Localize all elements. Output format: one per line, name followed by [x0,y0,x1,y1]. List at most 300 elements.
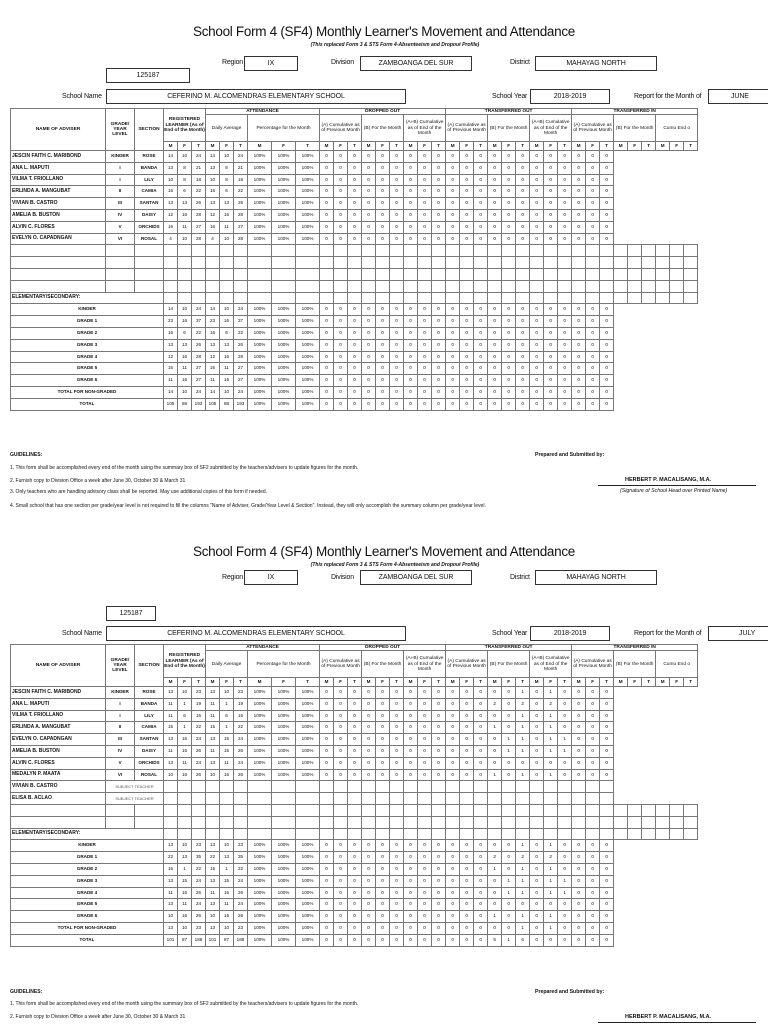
percentage-cell: 100% [248,186,272,198]
value-cell: 0 [320,922,334,934]
percentage-cell: 100% [272,746,296,758]
value-cell: 0 [600,840,614,852]
value-cell: 0 [460,233,474,245]
empty-cell [586,269,600,281]
empty-cell [600,793,614,805]
empty-cell [488,292,502,304]
value-cell: 0 [390,734,404,746]
value-cell: 0 [600,722,614,734]
percentage-cell: 100% [272,698,296,710]
signatory-name: HERBERT P. MACALISANG, M.A. [625,1014,712,1020]
value-cell: 10 [178,840,192,852]
value-cell: 0 [376,363,390,375]
section-name: DAISY [135,746,164,758]
percentage-cell: 100% [248,746,272,758]
empty-cell [600,805,614,817]
empty-cell [418,245,432,257]
empty-cell [234,781,248,793]
value-cell: 87 [178,934,192,946]
sex-header-f: F [544,142,558,151]
value-cell: 16 [178,911,192,923]
cumulative-end-header: Cumu End o [656,115,698,142]
value-cell: 0 [488,746,502,758]
value-cell: 10 [178,233,192,245]
summary-row [11,304,698,316]
summary-row [11,316,698,328]
value-cell: 0 [376,757,390,769]
percentage-cell: 100% [296,875,320,887]
value-cell: 0 [460,922,474,934]
value-cell: 0 [348,899,362,911]
empty-cell [586,793,600,805]
value-cell: 0 [390,840,404,852]
value-cell: 0 [502,375,516,387]
value-cell: 0 [460,162,474,174]
school-id-field[interactable]: 125187 [106,606,156,621]
value-cell: 1 [502,746,516,758]
empty-cell [248,793,272,805]
value-cell: 0 [502,316,516,328]
empty-cell [296,257,320,269]
value-cell: 0 [502,233,516,245]
grade-level: III [106,734,135,746]
cumulative-previous-header: (A) Cumulative as of Previous Month [572,115,614,142]
value-cell: 0 [348,922,362,934]
percentage-cell: 100% [248,210,272,222]
section-name: DAISY [135,210,164,222]
empty-cell [192,245,206,257]
value-cell: 0 [390,934,404,946]
value-cell: 6 [516,934,530,946]
value-cell: 0 [320,899,334,911]
empty-cell [628,280,642,292]
percentage-cell: 100% [248,233,272,245]
school-year-field[interactable]: 2018-2019 [530,89,610,104]
value-cell: 15 [220,875,234,887]
division-field[interactable]: ZAMBOANGA DEL SUR [360,570,472,585]
empty-cell [106,257,135,269]
value-cell: 1 [488,911,502,923]
value-cell: 0 [502,304,516,316]
district-field[interactable]: MAHAYAG NORTH [535,56,657,71]
value-cell: 0 [502,840,516,852]
value-cell: 0 [432,186,446,198]
empty-cell [516,805,530,817]
school-name-field[interactable]: CEFERINO M. ALCOMENDRAS ELEMENTARY SCHOOL [106,626,406,641]
value-cell: 0 [474,746,488,758]
value-cell: 0 [586,875,600,887]
sex-header-m: M [446,142,460,151]
value-cell: 0 [376,852,390,864]
percentage-cell: 100% [248,162,272,174]
empty-cell [502,781,516,793]
empty-cell [234,280,248,292]
empty-cell [248,269,272,281]
empty-cell [544,257,558,269]
value-cell: 1 [516,887,530,899]
empty-cell [348,828,362,840]
value-cell: 0 [558,757,572,769]
empty-cell [296,805,320,817]
district-field[interactable]: MAHAYAG NORTH [535,570,657,585]
value-cell: 0 [474,687,488,699]
empty-cell [628,269,642,281]
sex-header-t: T [234,142,248,151]
value-cell: 0 [516,363,530,375]
sex-header-t: T [684,142,698,151]
empty-cell [684,245,698,257]
empty-cell [220,793,234,805]
value-cell: 11 [220,363,234,375]
value-cell: 0 [502,339,516,351]
value-cell: 0 [558,722,572,734]
value-cell: 0 [516,375,530,387]
sex-header-t: T [474,678,488,687]
value-cell: 22 [234,186,248,198]
empty-cell [206,245,220,257]
transferred-in-header: TRANSFERRED IN [572,109,698,115]
value-cell: 0 [446,363,460,375]
empty-cell [432,280,446,292]
value-cell: 13 [220,852,234,864]
value-cell: 105 [206,398,220,410]
value-cell: 0 [376,386,390,398]
grade-summary-label: GRADE 3 [11,875,164,887]
percentage-cell: 100% [248,398,272,410]
value-cell: 0 [390,710,404,722]
value-cell: 11 [164,710,178,722]
value-cell: 0 [600,710,614,722]
value-cell: 0 [334,875,348,887]
adviser-name: EVELYN O. CAPADNGAN [11,233,106,245]
transferred-out-header: TRANSFERRED OUT [446,109,572,115]
value-cell: 88 [178,398,192,410]
value-cell: 0 [544,899,558,911]
value-cell: 0 [558,386,572,398]
value-cell: 0 [404,151,418,163]
value-cell: 22 [234,722,248,734]
value-cell: 0 [502,722,516,734]
value-cell: 0 [348,363,362,375]
value-cell: 0 [334,233,348,245]
value-cell: 27 [234,363,248,375]
empty-cell [234,269,248,281]
value-cell: 0 [600,210,614,222]
value-cell: 1 [488,769,502,781]
form-title: School Form 4 (SF4) Monthly Learner's Movement and Attendance [193,544,575,559]
empty-cell [220,828,234,840]
report-month-label: Report for the Month of [634,93,702,100]
empty-cell [272,269,296,281]
empty-cell [362,828,376,840]
value-cell: 0 [390,722,404,734]
sex-header-f: F [178,678,192,687]
value-cell: 28 [192,210,206,222]
value-cell: 0 [334,757,348,769]
school-year-field[interactable]: 2018-2019 [530,626,610,641]
empty-cell [362,793,376,805]
value-cell: 0 [586,233,600,245]
value-cell: 0 [334,386,348,398]
percentage-cell: 100% [296,151,320,163]
grade-summary-label: TOTAL [11,398,164,410]
value-cell: 0 [320,840,334,852]
percentage-cell: 100% [296,710,320,722]
value-cell: 0 [530,734,544,746]
value-cell: 193 [192,398,206,410]
value-cell: 0 [586,734,600,746]
value-cell: 0 [460,186,474,198]
summary-row [11,398,698,410]
empty-cell [164,257,178,269]
value-cell: 0 [544,757,558,769]
value-cell: 0 [586,186,600,198]
value-cell: 0 [418,316,432,328]
value-cell: 23 [192,840,206,852]
value-cell: 0 [418,934,432,946]
value-cell: 0 [376,863,390,875]
value-cell: 0 [376,911,390,923]
empty-cell [432,828,446,840]
empty-cell [320,793,334,805]
value-cell: 0 [334,221,348,233]
value-cell: 0 [362,304,376,316]
value-cell: 15 [220,734,234,746]
value-cell: 0 [488,899,502,911]
value-cell: 0 [446,887,460,899]
value-cell: 0 [474,398,488,410]
value-cell: 0 [474,934,488,946]
value-cell: 0 [418,339,432,351]
empty-cell [656,269,670,281]
value-cell: 0 [586,198,600,210]
value-cell: 0 [418,375,432,387]
value-cell: 88 [220,398,234,410]
value-cell: 0 [404,734,418,746]
empty-cell [488,793,502,805]
cumulative-end-header: Cumu End o [656,651,698,678]
value-cell: 0 [544,363,558,375]
grade-summary-label: GRADE 5 [11,899,164,911]
sex-header-f: F [418,142,432,151]
empty-cell [600,292,614,304]
empty-cell [544,292,558,304]
registered-header: REGISTERED LEARNER (As of End of the Month) [164,109,206,142]
value-cell: 0 [460,210,474,222]
region-field[interactable]: IX [244,56,298,71]
value-cell: 0 [320,162,334,174]
daily-average-header: Daily Average [206,651,248,678]
division-label: Division [331,59,354,66]
value-cell: 0 [418,210,432,222]
empty-cell [516,292,530,304]
value-cell: 0 [516,210,530,222]
value-cell: 0 [334,186,348,198]
adviser-header: NAME OF ADVISER [11,645,106,687]
value-cell: 0 [558,339,572,351]
percentage-cell: 100% [248,687,272,699]
region-field[interactable]: IX [244,570,298,585]
value-cell: 0 [432,852,446,864]
value-cell: 0 [432,233,446,245]
percentage-cell: 100% [272,863,296,875]
guidelines-heading: GUIDELINES: [10,452,43,458]
value-cell: 0 [432,911,446,923]
empty-cell [502,245,516,257]
percentage-cell: 100% [296,863,320,875]
value-cell: 0 [446,351,460,363]
value-cell: 0 [376,198,390,210]
adviser-row [11,769,698,781]
school-year-label: School Year [492,630,528,637]
value-cell: 0 [404,339,418,351]
value-cell: 0 [404,186,418,198]
empty-cell [628,245,642,257]
value-cell: 13 [206,840,220,852]
signatory-name: HERBERT P. MACALISANG, M.A. [625,477,712,483]
value-cell: 0 [572,375,586,387]
value-cell: 0 [334,375,348,387]
empty-cell [404,280,418,292]
empty-cell [614,280,628,292]
value-cell: 0 [390,304,404,316]
percentage-cell: 100% [248,698,272,710]
sex-header-t: T [296,678,320,687]
empty-cell [206,793,220,805]
value-cell: 0 [474,339,488,351]
value-cell: 0 [334,174,348,186]
value-cell: 0 [334,304,348,316]
value-cell: 1 [544,911,558,923]
value-cell: 0 [558,710,572,722]
empty-cell [418,828,432,840]
empty-cell [248,816,272,828]
blank-row [11,280,698,292]
school-name-field[interactable]: CEFERINO M. ALCOMENDRAS ELEMENTARY SCHOOL [106,89,406,104]
value-cell: 0 [418,922,432,934]
percentage-cell: 100% [272,757,296,769]
empty-cell [544,269,558,281]
value-cell: 16 [164,221,178,233]
value-cell: 0 [488,304,502,316]
value-cell: 2 [516,698,530,710]
empty-cell [460,828,474,840]
value-cell: 0 [586,316,600,328]
value-cell: 35 [234,852,248,864]
cumulative-previous-header: (A) Cumulative as of Previous Month [320,651,362,678]
value-cell: 0 [488,339,502,351]
value-cell: 0 [530,922,544,934]
value-cell: 0 [600,852,614,864]
value-cell: 21 [192,162,206,174]
grade-header: GRADE/ YEAR LEVEL [106,645,135,687]
value-cell: 11 [178,363,192,375]
value-cell: 0 [446,162,460,174]
empty-cell [656,292,670,304]
empty-cell [404,292,418,304]
section-name: ROSE [135,687,164,699]
adviser-row [11,793,698,805]
value-cell: 0 [446,757,460,769]
sex-header-m: M [248,142,272,151]
empty-cell [530,828,544,840]
value-cell: 0 [488,734,502,746]
empty-cell [334,280,348,292]
empty-cell [164,245,178,257]
empty-cell [572,816,586,828]
value-cell: 0 [558,911,572,923]
value-cell: 0 [600,221,614,233]
value-cell: 0 [418,722,432,734]
value-cell: 0 [600,363,614,375]
empty-cell [106,805,135,817]
value-cell: 0 [390,316,404,328]
value-cell: 0 [418,151,432,163]
value-cell: 0 [600,198,614,210]
percentage-cell: 100% [272,233,296,245]
value-cell: 0 [390,174,404,186]
value-cell: 0 [348,710,362,722]
value-cell: 13 [164,198,178,210]
value-cell: 11 [164,698,178,710]
percentage-cell: 100% [248,198,272,210]
percentage-cell: 100% [296,174,320,186]
report-month-field[interactable]: JUNE [708,89,768,104]
empty-cell [192,280,206,292]
value-cell: 0 [404,757,418,769]
percentage-cell: 100% [248,734,272,746]
value-cell: 15 [206,722,220,734]
empty-cell [544,828,558,840]
value-cell: 0 [432,769,446,781]
value-cell: 0 [460,710,474,722]
value-cell: 0 [516,327,530,339]
value-cell: 0 [572,351,586,363]
value-cell: 0 [600,911,614,923]
percentage-cell: 100% [272,151,296,163]
value-cell: 0 [502,911,516,923]
value-cell: 0 [418,221,432,233]
division-field[interactable]: ZAMBOANGA DEL SUR [360,56,472,71]
value-cell: 0 [600,151,614,163]
value-cell: 0 [572,769,586,781]
empty-cell [670,828,684,840]
percentage-cell: 100% [248,327,272,339]
sex-header-m: M [446,678,460,687]
empty-cell [614,292,628,304]
empty-cell [642,245,656,257]
value-cell: 0 [460,840,474,852]
value-cell: 0 [418,198,432,210]
school-id-field[interactable]: 125187 [106,68,190,83]
section-name: ROSE [135,151,164,163]
adviser-row [11,151,698,163]
empty-cell [516,257,530,269]
value-cell: 0 [334,327,348,339]
grade-level: VI [106,233,135,245]
adviser-row [11,722,698,734]
value-cell: 0 [586,746,600,758]
value-cell: 0 [488,398,502,410]
percentage-cell: 100% [272,899,296,911]
report-month-field[interactable]: JULY [708,626,768,641]
empty-cell [600,781,614,793]
value-cell: 0 [334,398,348,410]
empty-cell [192,805,206,817]
value-cell: 0 [460,221,474,233]
sex-header-f: F [272,678,296,687]
value-cell: 0 [446,746,460,758]
